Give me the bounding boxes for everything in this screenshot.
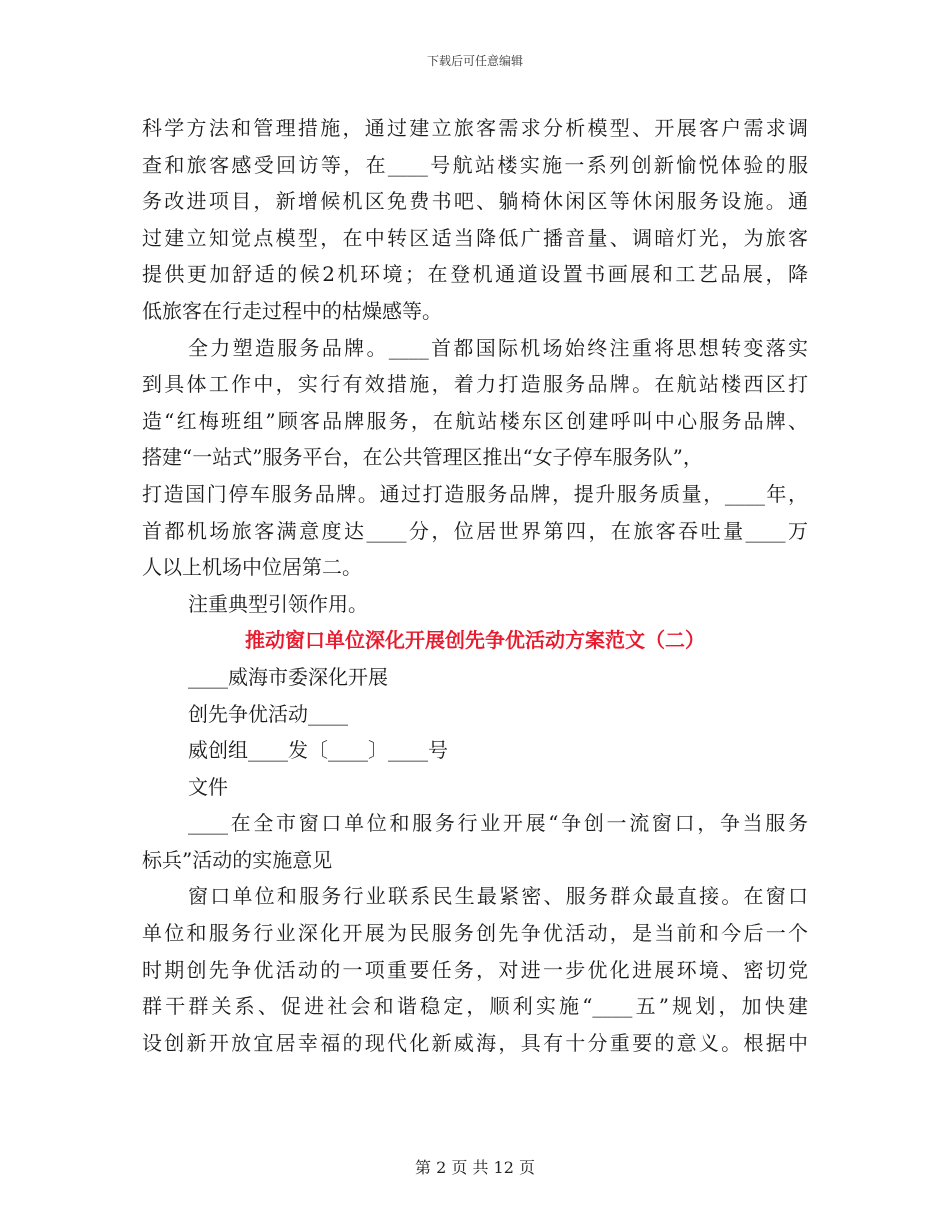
- text-line: 创先争优活动____: [188, 701, 348, 726]
- text-line: ____在全市窗口单位和服务行业开展“争创一流窗口，争当服务: [188, 811, 808, 836]
- text-line: 单位和服务行业深化开展为民服务创先争优活动，是当前和今后一个: [142, 921, 808, 946]
- paragraph: [142, 330, 808, 586]
- text-line: 时期创先争优活动的一项重要任务，对进一步优化进展环境、密切党: [142, 957, 808, 982]
- text-line: 低旅客在行走过程中的枯燥感等。: [142, 298, 442, 323]
- text-line: 到具体工作中，实行有效措施，着力打造服务品牌。在航站楼西区打: [142, 372, 808, 397]
- text-line: 查和旅客感受回访等，在____号航站楼实施一系列创新愉悦体验的服: [142, 152, 808, 177]
- page-header: 下载后可任意编辑: [426, 54, 523, 68]
- text-line: 威创组____发〔____〕____号: [188, 738, 448, 763]
- paragraph: [142, 586, 808, 623]
- text-line: 人以上机场中位居第二。: [142, 555, 362, 580]
- text-line: 标兵”活动的实施意见: [142, 847, 333, 872]
- text-line: 务改进项目，新增候机区免费书吧、躺椅休闲区等休闲服务设施。通: [142, 189, 808, 214]
- text-line: 首都机场旅客满意度达____分，位居世界第四，在旅客吞吐量____万: [142, 518, 808, 543]
- section-title: 推动窗口单位深化开展创先争优活动方案范文（二）: [245, 628, 705, 653]
- text-line: 过建立知觉点模型，在中转区适当降低广播音量、调暗灯光，为旅客: [142, 225, 808, 250]
- text-line: 打造国门停车服务品牌。通过打造服务品牌，提升服务质量，____年，: [142, 481, 808, 506]
- document-body: [142, 110, 808, 1061]
- text-line: 科学方法和管理措施，通过建立旅客需求分析模型、开展客户需求调: [142, 116, 808, 140]
- text-line: 文件: [188, 774, 228, 799]
- text-line: 设创新开放宜居幸福的现代化新威海，具有十分重要的意义。根据中: [142, 1030, 808, 1055]
- paragraph: [142, 878, 808, 1061]
- text-line: 搭建“一站式”服务平台，在公共管理区推出“女子停车服务队”，: [142, 445, 703, 470]
- text-line: 注重典型引领作用。: [188, 591, 368, 616]
- text-line: 群干群关系、促进社会和谐稳定，顺利实施“____五”规划，加快建: [142, 994, 808, 1019]
- paragraph: [142, 805, 808, 878]
- text-line: ____威海市委深化开展: [188, 664, 388, 689]
- text-line: 造“红梅班组”顾客品牌服务，在航站楼东区创建呼叫中心服务品牌、: [142, 408, 808, 433]
- text-line: 窗口单位和服务行业联系民生最紧密、服务群众最直接。在窗口: [188, 884, 808, 909]
- paragraph: [142, 110, 808, 330]
- text-line: 全力塑造服务品牌。____首都国际机场始终注重将思想转变落实: [188, 335, 808, 360]
- document-header-block: [142, 659, 808, 805]
- text-line: 提供更加舒适的候2机环境；在登机通道设置书画展和工艺品展，降: [142, 262, 808, 287]
- page-number: 第 2 页 共 12 页: [415, 1158, 535, 1177]
